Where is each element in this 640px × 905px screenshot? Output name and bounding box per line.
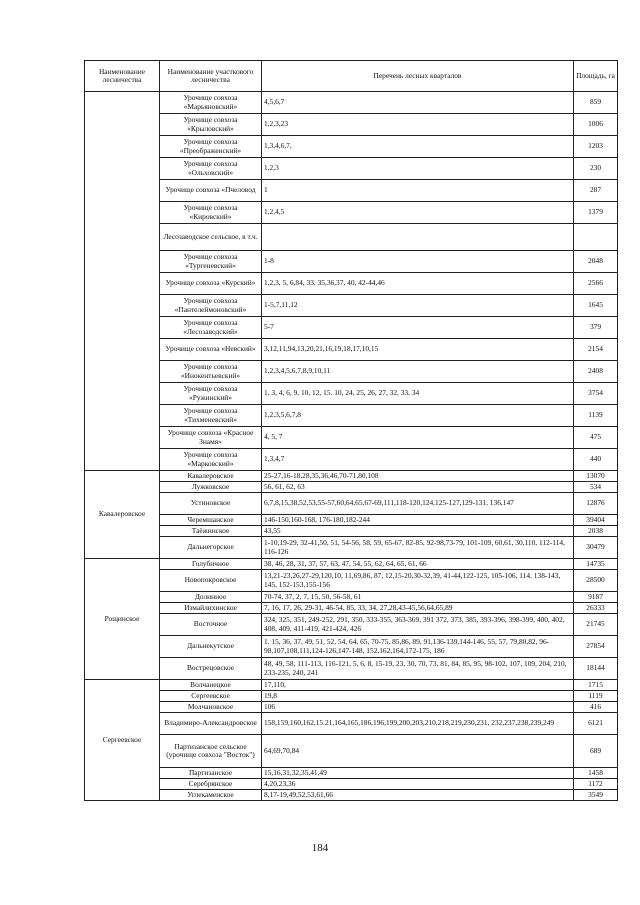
table-row <box>85 273 618 295</box>
forestry-cell: Сергеевское <box>85 680 160 801</box>
quarters-cell: 15,16,31,32,35,41,49 <box>262 768 574 779</box>
table-row <box>85 471 618 482</box>
district-cell: Урочище совхоза «Лесозаводский» <box>160 317 262 339</box>
district-cell: Урочище совхоза «Пчеловод <box>160 180 262 202</box>
quarters-cell <box>262 224 574 251</box>
quarters-cell: 4,20,23,36 <box>262 779 574 790</box>
table-row <box>85 361 618 383</box>
area-cell: 1715 <box>574 680 618 691</box>
table-body <box>85 92 618 801</box>
table-row <box>85 614 618 636</box>
table-row <box>85 779 618 790</box>
table-row <box>85 405 618 427</box>
quarters-cell: 1,2,3,4,5,6,7,8,9,10,11 <box>262 361 574 383</box>
table-row <box>85 713 618 735</box>
quarters-cell: 146-150,160-168, 176-180,182-244 <box>262 515 574 526</box>
table-row <box>85 114 618 136</box>
table-row <box>85 202 618 224</box>
table-row <box>85 570 618 592</box>
quarters-cell: 38, 46, 28, 31, 37, 57, 63, 47, 54, 55, 62, 64, 65, 61, 66 <box>262 559 574 570</box>
table-row <box>85 768 618 779</box>
district-cell: Урочище совхоза «Марьяновский» <box>160 92 262 114</box>
district-cell: Урочище совхоза «Ружинский» <box>160 383 262 405</box>
area-cell: 2566 <box>574 273 618 295</box>
table-row <box>85 526 618 537</box>
table-row <box>85 658 618 680</box>
table-row <box>85 603 618 614</box>
quarters-cell: 1-10,19-29, 32-41,50, 51, 54-56, 58, 59, 65-67, 82-85, 92-98,73-79, 101-109, 60,61, 30,110, 112-114, 116-126 <box>262 537 574 559</box>
area-cell: 26333 <box>574 603 618 614</box>
area-cell: 21745 <box>574 614 618 636</box>
area-cell: 379 <box>574 317 618 339</box>
area-cell: 1203 <box>574 136 618 158</box>
quarters-cell: 4, 5, 7 <box>262 427 574 449</box>
table-header-row <box>85 61 618 92</box>
district-cell: Урочище совхоза «Инокентьевский» <box>160 361 262 383</box>
quarters-cell: 1-8 <box>262 251 574 273</box>
table-row <box>85 735 618 768</box>
quarters-cell: 13,21-23,26,27-29,120,10, 11,69,86, 87, 12,15-20,30-32,39, 41-44,122-125, 105-106, 114, 138-143, 145, 152-153,155-156 <box>262 570 574 592</box>
table-row <box>85 537 618 559</box>
area-cell: 3549 <box>574 790 618 801</box>
area-cell: 1379 <box>574 202 618 224</box>
quarters-cell: 7, 16, 17, 26, 29-31, 46-54, 85, 33, 34, 27,28,43-45,56,64,65,89 <box>262 603 574 614</box>
area-cell: 1172 <box>574 779 618 790</box>
quarters-cell: 48, 49, 58, 111-113, 116-121, 5, 6, 8, 15-19, 23, 30, 70, 73, 81, 84, 85, 95, 98-102, 107, 109, 204, 210, 233-235, 240, 241 <box>262 658 574 680</box>
quarters-cell: 3,12,11,94,13,20,21,16,19,18,17,10,15 <box>262 339 574 361</box>
quarters-cell: 43,55 <box>262 526 574 537</box>
quarters-cell: 17,110, <box>262 680 574 691</box>
area-cell: 440 <box>574 449 618 471</box>
area-cell: 2408 <box>574 361 618 383</box>
forestry-cell: Кавалеровское <box>85 471 160 559</box>
area-cell: 13070 <box>574 471 618 482</box>
district-cell: Урочище совхоза «Тихменевский» <box>160 405 262 427</box>
district-cell: Урочище совхоза «Курский» <box>160 273 262 295</box>
area-cell: 14735 <box>574 559 618 570</box>
table-row <box>85 691 618 702</box>
area-cell <box>574 224 618 251</box>
quarters-cell: 6,7,8,15,38,52,53,55-57,60,64,65,67-69,111,118-120,124,125-127,129-131, 136,147 <box>262 493 574 515</box>
district-cell: Владимиро-Александровское <box>160 713 262 735</box>
quarters-cell: 1,3,4,6,7, <box>262 136 574 158</box>
header-district: Наименование участкового лесничества <box>160 61 262 92</box>
table-row <box>85 317 618 339</box>
area-cell: 28500 <box>574 570 618 592</box>
area-cell: 689 <box>574 735 618 768</box>
table-row <box>85 136 618 158</box>
table-row <box>85 449 618 471</box>
area-cell: 18144 <box>574 658 618 680</box>
district-cell: Лесозаводское сельское, в т.ч. <box>160 224 262 251</box>
quarters-cell: 1,2,3, 5, 6,84, 33, 35,36,37, 40, 42-44,46 <box>262 273 574 295</box>
header-quarters: Перечень лесных кварталов <box>262 61 574 92</box>
district-cell: Урочище совхоза «Марковский» <box>160 449 262 471</box>
area-cell: 39404 <box>574 515 618 526</box>
table-row <box>85 339 618 361</box>
table-row <box>85 592 618 603</box>
quarters-cell: 1 <box>262 180 574 202</box>
district-cell: Углекаменское <box>160 790 262 801</box>
district-cell: Устиновское <box>160 493 262 515</box>
header-area: Площадь, га <box>574 61 618 92</box>
district-cell: Кавалеровское <box>160 471 262 482</box>
district-cell: Дальнегорское <box>160 537 262 559</box>
district-cell: Урочище совхоза «Кировский» <box>160 202 262 224</box>
area-cell: 30479 <box>574 537 618 559</box>
area-cell: 859 <box>574 92 618 114</box>
page-number: 184 <box>311 842 329 854</box>
quarters-cell: 70-74, 37, 2, 7, 15, 50, 56-58, 61 <box>262 592 574 603</box>
area-cell: 3754 <box>574 383 618 405</box>
district-cell: Партизанское <box>160 768 262 779</box>
quarters-cell: 324, 325, 351, 249-252, 291, 350, 333-355, 363-369, 391 372, 373, 385, 393-396, 398-399, 400, 402, 408, 409, 411-419, 421-424, 426 <box>262 614 574 636</box>
area-cell: 12876 <box>574 493 618 515</box>
table-row <box>85 493 618 515</box>
district-cell: Урочище совхоза «Ольховский» <box>160 158 262 180</box>
area-cell: 287 <box>574 180 618 202</box>
district-cell: Лужковское <box>160 482 262 493</box>
area-cell: 1645 <box>574 295 618 317</box>
area-cell: 534 <box>574 482 618 493</box>
table-row <box>85 180 618 202</box>
area-cell: 1458 <box>574 768 618 779</box>
district-cell: Урочище совхоза «Крыловский» <box>160 114 262 136</box>
quarters-cell: 1. 15, 36, 37, 49, 51, 52, 54, 64, 65, 70-75, 85,86, 89, 91,136-139,144-146, 55, 57, 79,80,82, 96-98,107,108,111,124-126,147-148, 152,162,164,172-175, 186 <box>262 636 574 658</box>
header-forestry: Наименование лесничества <box>85 61 160 92</box>
district-cell: Таёжинское <box>160 526 262 537</box>
quarters-cell: 106 <box>262 702 574 713</box>
district-cell: Голубичное <box>160 559 262 570</box>
district-cell: Дальнекутское <box>160 636 262 658</box>
district-cell: Урочище совхоза «Красное Знамя» <box>160 427 262 449</box>
district-cell: Новопокровское <box>160 570 262 592</box>
area-cell: 6121 <box>574 713 618 735</box>
quarters-cell: 158,159,160,162,15.21,164,165,186,196,199,200,203,210,218,219,230,231, 232,237,238,239,249 <box>262 713 574 735</box>
table-row <box>85 680 618 691</box>
quarters-cell: 25-27,16-18,28,35,36,46,70-71,80,108 <box>262 471 574 482</box>
quarters-cell: 4,5,6,7 <box>262 92 574 114</box>
district-cell: Вострецовское <box>160 658 262 680</box>
table-row <box>85 251 618 273</box>
table-row <box>85 158 618 180</box>
forest-quarters-table <box>84 60 618 801</box>
table-row <box>85 224 618 251</box>
quarters-cell: 1-5,7,11,12 <box>262 295 574 317</box>
quarters-cell: 1,2,3 <box>262 158 574 180</box>
quarters-cell: 1,2,3,23 <box>262 114 574 136</box>
district-cell: Волчанецкое <box>160 680 262 691</box>
area-cell: 1119 <box>574 691 618 702</box>
district-cell: Молчановское <box>160 702 262 713</box>
quarters-cell: 64,69,70,84 <box>262 735 574 768</box>
area-cell: 1139 <box>574 405 618 427</box>
district-cell: Партизанское сельское (урочище совхоза "Восток") <box>160 735 262 768</box>
district-cell: Урочище совхоза «Преображенский» <box>160 136 262 158</box>
table-row <box>85 427 618 449</box>
district-cell: Урочище совхоза «Тургеневский» <box>160 251 262 273</box>
quarters-cell: 1, 3, 4, 6, 9, 10, 12, 15. 10, 24, 25, 26, 27, 32, 33, 34 <box>262 383 574 405</box>
table-row <box>85 702 618 713</box>
table-row <box>85 636 618 658</box>
district-cell: Черемшанское <box>160 515 262 526</box>
area-cell: 2154 <box>574 339 618 361</box>
table-row <box>85 295 618 317</box>
forestry-cell: Рощинское <box>85 559 160 680</box>
district-cell: Долинное <box>160 592 262 603</box>
district-cell: Измайлихинское <box>160 603 262 614</box>
forestry-cell <box>85 92 160 471</box>
quarters-cell: 5-7 <box>262 317 574 339</box>
quarters-cell: 19,8 <box>262 691 574 702</box>
area-cell: 2048 <box>574 251 618 273</box>
area-cell: 475 <box>574 427 618 449</box>
quarters-cell: 1,3,4,7 <box>262 449 574 471</box>
area-cell: 416 <box>574 702 618 713</box>
table-row <box>85 383 618 405</box>
district-cell: Урочище совхоза «Пантелеймоновский» <box>160 295 262 317</box>
district-cell: Восточное <box>160 614 262 636</box>
quarters-cell: 8,17-19,49,52,53,61,66 <box>262 790 574 801</box>
table-row <box>85 790 618 801</box>
table-row <box>85 515 618 526</box>
area-cell: 1006 <box>574 114 618 136</box>
area-cell: 2038 <box>574 526 618 537</box>
table-row <box>85 92 618 114</box>
area-cell: 9187 <box>574 592 618 603</box>
area-cell: 27854 <box>574 636 618 658</box>
quarters-cell: 1,2,3,5,6,7,8 <box>262 405 574 427</box>
area-cell: 230 <box>574 158 618 180</box>
quarters-cell: 1,2,4,5 <box>262 202 574 224</box>
quarters-cell: 56, 61, 62, 63 <box>262 482 574 493</box>
district-cell: Серебрянское <box>160 779 262 790</box>
table-row <box>85 482 618 493</box>
table-row <box>85 559 618 570</box>
district-cell: Сергеевское <box>160 691 262 702</box>
district-cell: Урочище совхоза «Невский» <box>160 339 262 361</box>
